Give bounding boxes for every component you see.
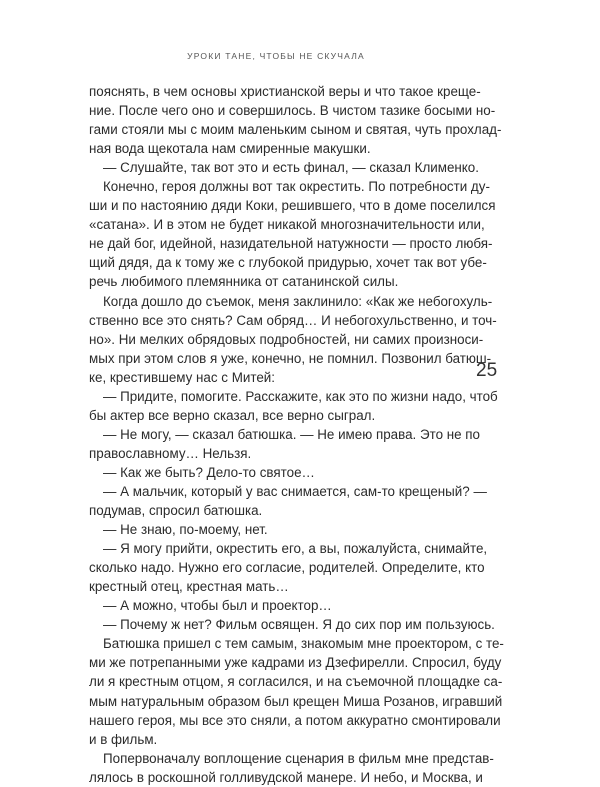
text-line: ши и по настоянию дяди Коки, решившего, что в доме поселился <box>89 198 496 214</box>
text-line: ке, крестившему нас с Митей: <box>89 369 275 385</box>
text-line: — А можно, чтобы был и проектор… <box>103 598 332 614</box>
text-line: крестный отец, крестная мать… <box>89 579 289 595</box>
text-line: ние. После чего оно и совершилось. В чистом тазике босыми но- <box>89 103 496 119</box>
text-line: но». Ни мелких обрядовых подробностей, ни самих произноси- <box>89 331 484 347</box>
text-line: ная вода щекотала нам смиренные макушки. <box>89 141 371 157</box>
text-line: ственно все это снять? Сам обряд… И небогохульственно, и точ- <box>89 312 497 328</box>
running-head: УРОКИ ТАНЕ, ЧТОБЫ НЕ СКУЧАЛА <box>187 51 365 61</box>
text-line: мым натуральным образом был крещен Миша Розанов, игравший <box>89 693 503 709</box>
text-line: — Не могу, — сказал батюшка. — Не имею права. Это не по <box>103 426 481 442</box>
text-line: щий дядя, да к тому же с глубокой придурью, хочет так вот убе- <box>89 255 487 271</box>
text-line: — Слушайте, так вот это и есть финал, — сказал Клименко. <box>103 160 479 176</box>
text-line: подумав, спросил батюшка. <box>89 503 263 519</box>
text-line: Конечно, героя должны вот так окрестить. По потребности ду- <box>103 179 490 195</box>
text-line: лялось в роскошной голливудской манере. И небо, и Москва, и <box>89 769 483 785</box>
text-line: — Почему ж нет? Фильм освящен. Я до сих пор им пользуюсь. <box>103 617 495 633</box>
text-line: — Я могу прийти, окрестить его, а вы, пожалуйста, снимайте, <box>103 541 488 557</box>
text-line: — Не знаю, по-моему, нет. <box>103 522 268 538</box>
text-line: ли я крестным отцом, я согласился, и на съемочной площадке са- <box>89 674 503 690</box>
text-line: православному… Нельзя. <box>89 445 252 461</box>
text-line: Попервоначалу воплощение сценария в фильм мне представ- <box>103 750 494 766</box>
text-line: ми же потрепанными уже кадрами из Дзефирелли. Спросил, буду <box>89 655 502 671</box>
text-line: Когда дошло до съемок, меня заклинило: «Как же небогохуль- <box>103 293 493 309</box>
page-number: 25 <box>476 360 498 381</box>
text-line: и в фильм. <box>89 731 158 747</box>
text-line: нашего героя, мы все это сняли, а потом аккуратно смонтировали <box>89 712 501 728</box>
text-line: мых при этом слов я уже, конечно, не помнил. Позвонил батюш- <box>89 350 492 366</box>
text-line: не дай бог, идейной, назидательной натужности — просто любя- <box>89 236 493 252</box>
text-line: — Как же быть? Дело-то святое… <box>103 464 315 480</box>
text-line: гами стояли мы с моим маленьким сыном и святая, чуть прохлад- <box>89 122 502 138</box>
text-line: сколько надо. Нужно его согласие, родителей. Определите, кто <box>89 560 485 576</box>
text-line: пояснять, в чем основы христианской веры и что такое креще- <box>89 84 481 99</box>
text-line: речь любимого племянника от сатанинской силы. <box>89 274 399 290</box>
text-line: бы актер все верно сказал, все верно сыграл. <box>89 407 376 423</box>
text-line: — А мальчик, который у вас снимается, сам-то крещеный? — <box>103 483 487 499</box>
text-line: Батюшка пришел с тем самым, знакомым мне проектором, с те- <box>103 636 504 652</box>
text-line: — Придите, помогите. Расскажите, как это по жизни надо, чтоб <box>103 388 498 404</box>
text-line: «сатана». И в этом не будет никакой многозначительности или, <box>89 217 485 233</box>
